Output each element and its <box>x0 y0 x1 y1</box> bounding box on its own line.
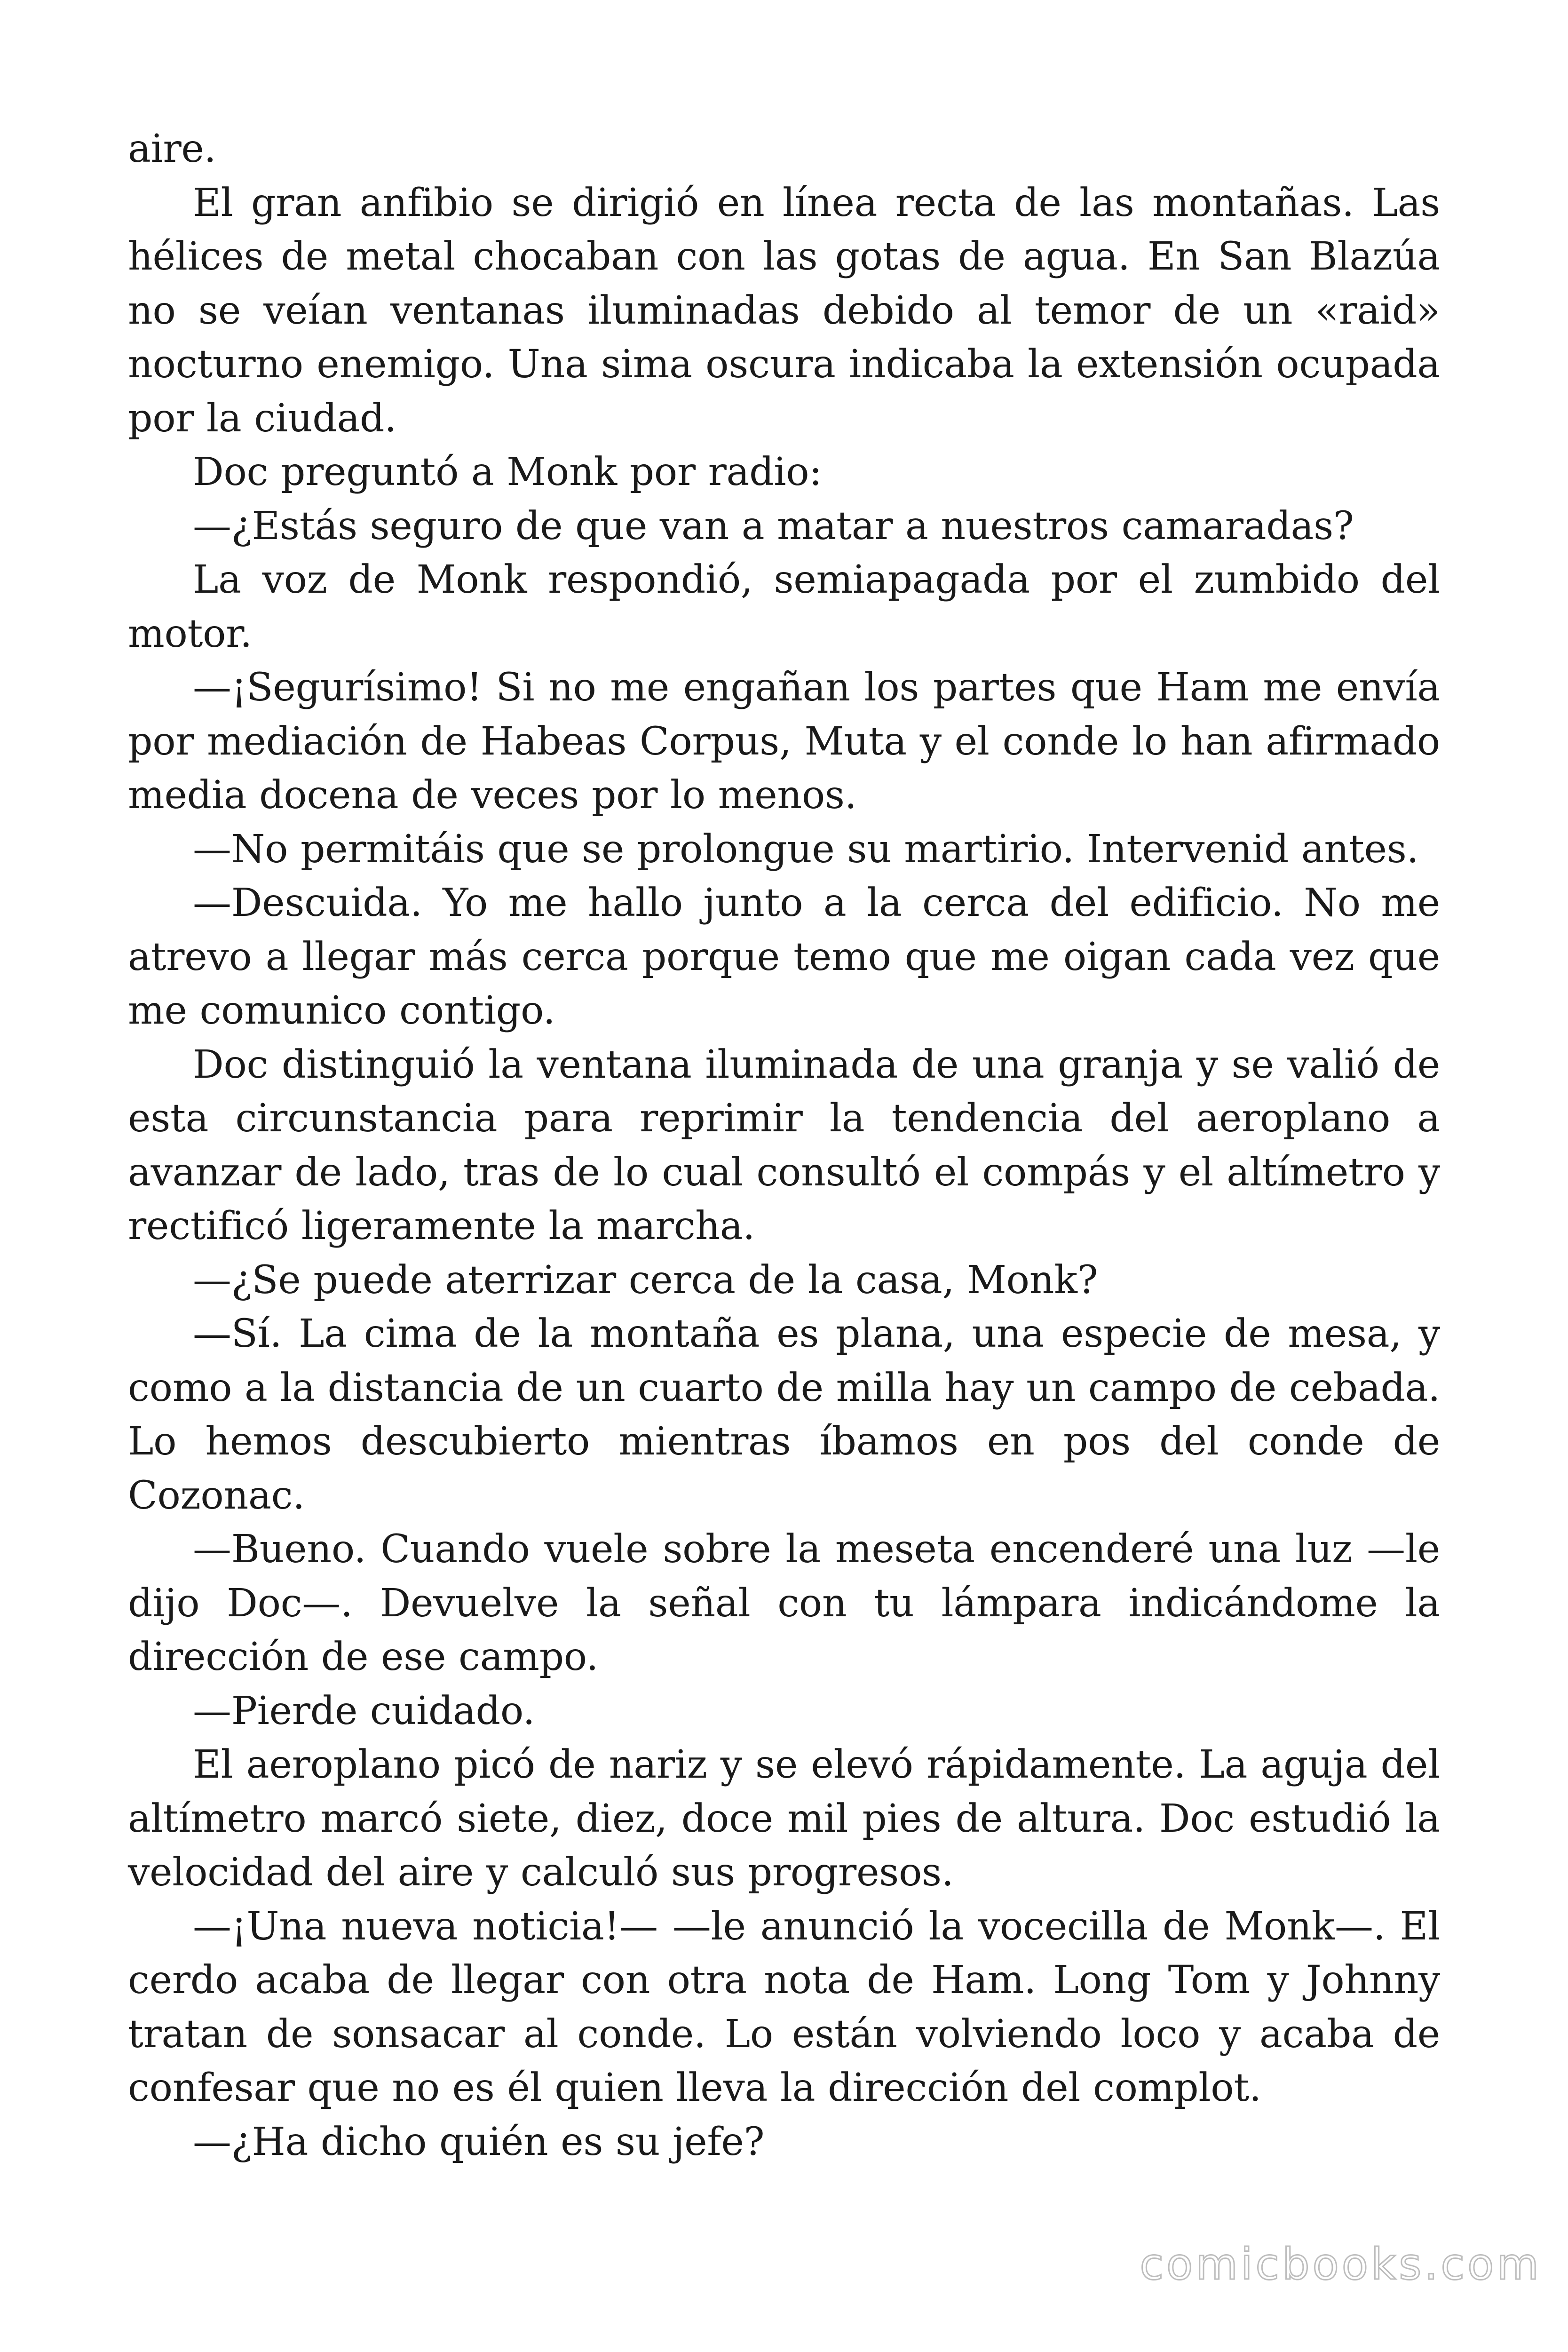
paragraph: —Bueno. Cuando vuele sobre la meseta encenderé una luz —le dijo Doc—. Devuelve la señal con tu lámpara indicándome la dirección de ese campo. <box>128 1527 1440 1679</box>
paragraph: —¿Ha dicho quién es su jefe? <box>193 2119 765 2164</box>
paragraph: —Sí. La cima de la montaña es plana, una especie de mesa, y como a la distancia de un cuarto de milla hay un campo de cebada. Lo hemos descubierto mientras íbamos en pos del conde de Cozonac. <box>128 1311 1440 1518</box>
paragraph: El aeroplano picó de nariz y se elevó rápidamente. La aguja del altímetro marcó siete, diez, doce mil pies de altura. Doc estudió la velocidad del aire y calculó sus progresos. <box>128 1742 1440 1895</box>
book-page <box>128 0 1440 2352</box>
page-text <box>128 122 1440 2169</box>
paragraph: Doc distinguió la ventana iluminada de una granja y se valió de esta circunstancia para reprimir la tendencia del aeroplano a avanzar de lado, tras de lo cual consultó el compás y el altímetro y rectificó ligeramente la marcha. <box>128 1042 1440 1248</box>
paragraph: —¡Segurísimo! Si no me engañan los partes que Ham me envía por mediación de Habeas Corpus, Muta y el conde lo han afirmado media docena de veces por lo menos. <box>128 665 1440 818</box>
paragraph: —¡Una nueva noticia!— —le anunció la vocecilla de Monk—. El cerdo acaba de llegar con otra nota de Ham. Long Tom y Johnny tratan de sonsacar al conde. Lo están volviendo loco y acaba de confesar que no es él quien lleva la dirección del complot. <box>128 1904 1440 2110</box>
paragraph: —Pierde cuidado. <box>193 1688 535 1733</box>
watermark: comicbooks.com <box>1140 2239 1542 2289</box>
paragraph: aire. <box>128 127 216 171</box>
paragraph: El gran anfibio se dirigió en línea recta de las montañas. Las hélices de metal chocaban con las gotas de agua. En San Blazúa no se veían ventanas iluminadas debido al temor de un «raid» nocturno enemigo. Una sima oscura indicaba la extensión ocupada por la ciudad. <box>128 180 1440 441</box>
paragraph: —No permitáis que se prolongue su martirio. Intervenid antes. <box>193 826 1419 872</box>
paragraph: —¿Estás seguro de que van a matar a nuestros camaradas? <box>193 503 1354 548</box>
paragraph: —Descuida. Yo me hallo junto a la cerca del edificio. No me atrevo a llegar más cerca porque temo que me oigan cada vez que me comunico contigo. <box>128 881 1440 1033</box>
paragraph: Doc preguntó a Monk por radio: <box>193 450 822 494</box>
paragraph: —¿Se puede aterrizar cerca de la casa, Monk? <box>193 1257 1098 1303</box>
paragraph: La voz de Monk respondió, semiapagada por el zumbido del motor. <box>128 557 1440 656</box>
